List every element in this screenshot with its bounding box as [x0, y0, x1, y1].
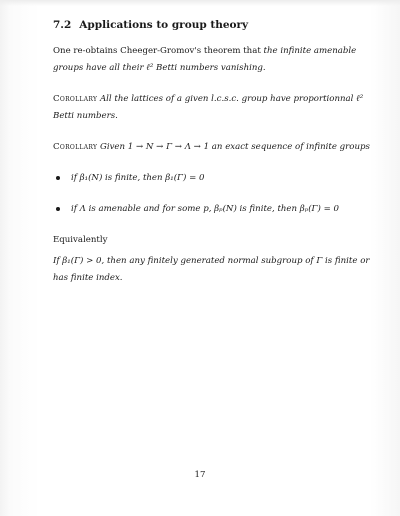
scan-edge [0, 0, 400, 6]
list-item-text: if Λ is amenable and for some p, βₚ(N) is finite, then βₚ(Γ) = 0 [71, 204, 339, 214]
corollary-2-label: Corollary [53, 142, 98, 152]
intro-emphasis-text: the infinite amenable groups have all their ℓ² Betti numbers vanishing. [53, 46, 357, 73]
corollary-1-text: All the lattices of a given l.c.s.c. group have proportionnal ℓ² Betti numbers. [53, 94, 364, 121]
section-number: 7.2 [53, 19, 72, 31]
page-number: 17 [194, 470, 206, 480]
section-heading [53, 18, 375, 32]
list-item [53, 201, 375, 218]
bullet-icon [56, 176, 60, 180]
equivalently-text: If β₁(Γ) > 0, then any finitely generated normal subgroup of Γ is finite or has finite index. [53, 256, 370, 283]
list-item-text: if β₁(N) is finite, then β₁(Γ) = 0 [71, 173, 205, 183]
corollary-2 [53, 139, 375, 156]
corollary-2-conditions [53, 170, 375, 218]
intro-paragraph [53, 43, 375, 77]
intro-plain-text: One re-obtains Cheeger-Gromov's theorem that [53, 46, 261, 56]
list-item [53, 170, 375, 187]
bullet-icon [56, 207, 60, 211]
section-title: Applications to group theory [79, 19, 249, 31]
corollary-2-text: Given 1 → N → Γ → Λ → 1 an exact sequence of infinite groups [99, 142, 370, 152]
corollary-1-label: Corollary [53, 94, 98, 104]
corollary-1 [53, 91, 375, 125]
page-content [53, 18, 375, 301]
equivalently-label: Equivalently [53, 235, 108, 245]
